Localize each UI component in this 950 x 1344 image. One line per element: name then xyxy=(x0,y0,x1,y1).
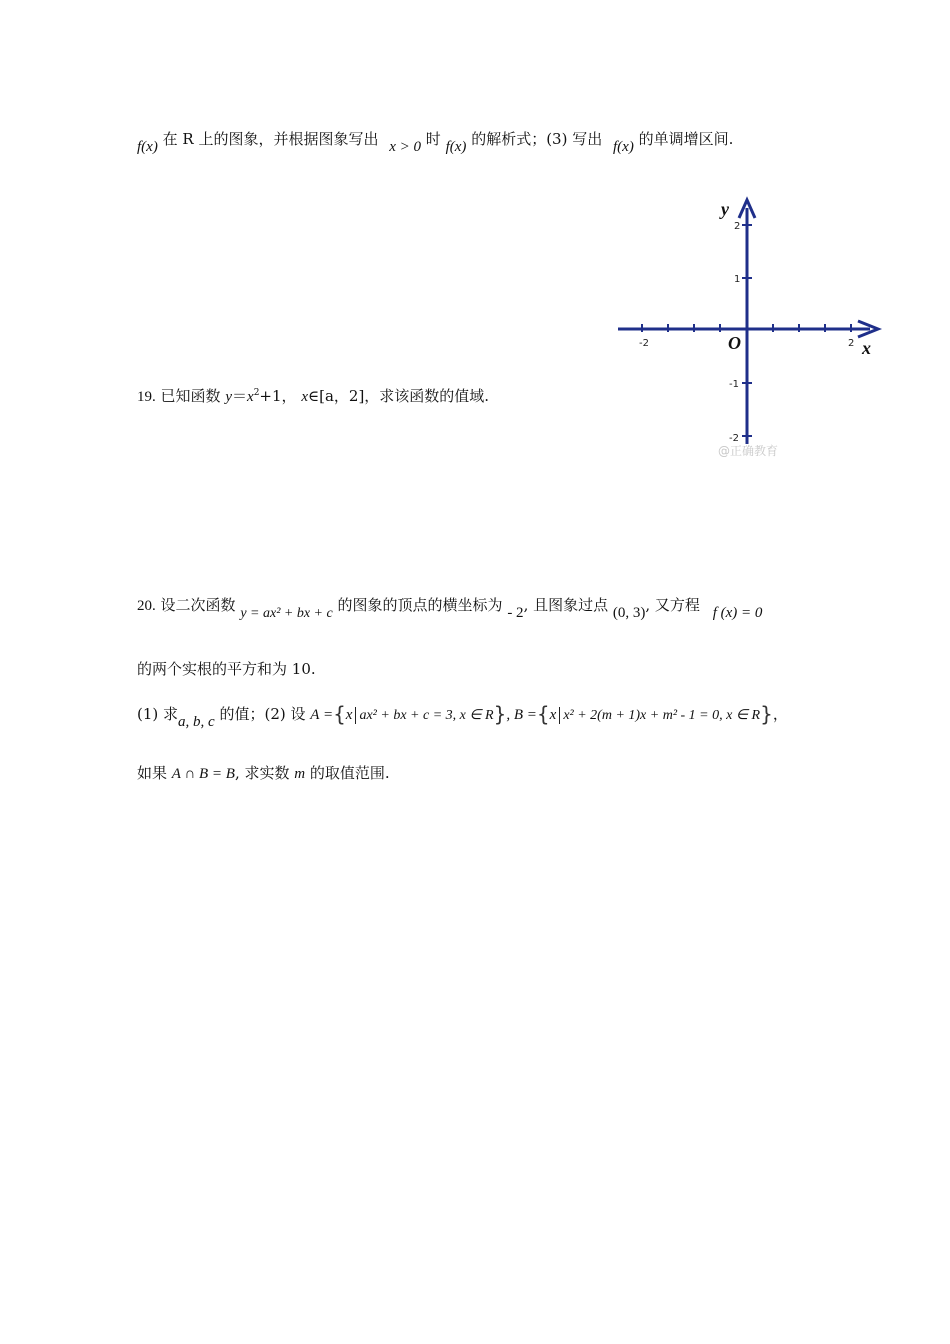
q19-exponent: 2 xyxy=(253,388,260,398)
q20-vertex: - 2 xyxy=(507,605,524,621)
q18-text-1: 在 R 上的图象，并根据图象写出 xyxy=(162,130,379,148)
q20-func: y = ax² + bx + c xyxy=(240,606,333,621)
q19-func-y: y xyxy=(225,389,232,405)
q20-line4-text-1: 如果 xyxy=(137,764,168,782)
set-b-lhs: , B = xyxy=(506,707,537,723)
x-tick-label-2: 2 xyxy=(848,338,855,349)
q20-text-2: 的图象的顶点的横坐标为 xyxy=(337,596,503,614)
q19-line xyxy=(137,385,489,406)
q19-var-x: x xyxy=(301,389,308,405)
q19-plus: +1， xyxy=(259,387,297,405)
q18-text-3: 的解析式；(3) 写出 xyxy=(471,130,603,148)
q20-part1-vars: a, b, c xyxy=(178,714,215,730)
q20-line-2: 的两个实根的平方和为 10. xyxy=(137,660,316,678)
q20-comma: ， xyxy=(772,705,788,723)
set-b-divider xyxy=(559,707,560,724)
q18-text-4: 的单调增区间. xyxy=(638,130,734,148)
fx-2: f(x) xyxy=(445,139,467,155)
y-tick-label-neg1: -1 xyxy=(729,379,739,390)
q18-text-2: 时 xyxy=(425,130,441,148)
x-axis-label: x xyxy=(862,338,871,358)
q20-line-4 xyxy=(137,762,390,783)
set-b-x: x xyxy=(549,707,557,723)
set-a-divider xyxy=(355,707,356,724)
q20-text-4: , 又方程 xyxy=(645,596,700,614)
q20-equation: f (x) = 0 xyxy=(712,605,763,621)
origin-label: O xyxy=(728,333,741,353)
q19-number: 19. xyxy=(137,389,156,405)
q20-line4-text-2: , 求实数 xyxy=(234,764,290,782)
q19-domain: ∈[a，2]，求该函数的值域. xyxy=(308,387,490,405)
q20-var-m: m xyxy=(294,766,306,782)
q20-line-3 xyxy=(137,700,788,730)
set-b-open-brace: { xyxy=(536,702,550,726)
y-tick-label-neg2: -2 xyxy=(729,433,739,444)
y-axis-label: y xyxy=(721,199,729,219)
q19-eq: ＝ xyxy=(232,387,248,405)
fx-3: f(x) xyxy=(613,139,634,155)
watermark: @正确教育 xyxy=(718,444,779,458)
q20-text-3: , 且图象过点 xyxy=(523,596,609,614)
cond: x > 0 xyxy=(389,139,422,155)
coordinate-axes-figure xyxy=(618,196,883,466)
q20-point: (0, 3) xyxy=(612,605,646,621)
q20-line4-text-3: 的取值范围. xyxy=(309,764,390,782)
q20-part1-label: (1) 求 xyxy=(137,705,179,723)
q20-part1-text: 的值；(2) 设 xyxy=(219,705,306,723)
x-tick-label-neg2: -2 xyxy=(639,338,649,349)
set-a-condition: ax² + bx + c = 3, x ∈ R xyxy=(359,708,494,723)
q19-text-1: 已知函数 xyxy=(160,387,221,405)
q19-func-x: x xyxy=(247,389,254,405)
y-tick-label-1: 1 xyxy=(734,274,741,285)
axes-svg xyxy=(618,196,883,466)
q20-text-1: 设二次函数 xyxy=(160,596,236,614)
y-tick-label-2: 2 xyxy=(734,221,741,232)
q20-line-1 xyxy=(137,594,763,621)
set-a-close-brace: } xyxy=(493,702,507,726)
q20-number: 20. xyxy=(137,598,156,614)
set-b-condition: x² + 2(m + 1)x + m² - 1 = 0, x ∈ R xyxy=(563,708,761,723)
set-a-open-brace: { xyxy=(333,702,346,726)
q20-intersection: A ∩ B = B xyxy=(171,766,235,782)
fx-1: f(x) xyxy=(137,139,158,155)
q18-tail-line xyxy=(137,128,734,155)
set-b-close-brace: } xyxy=(760,702,773,726)
set-a-lhs: A = xyxy=(310,707,334,723)
set-a-x: x xyxy=(345,707,353,723)
